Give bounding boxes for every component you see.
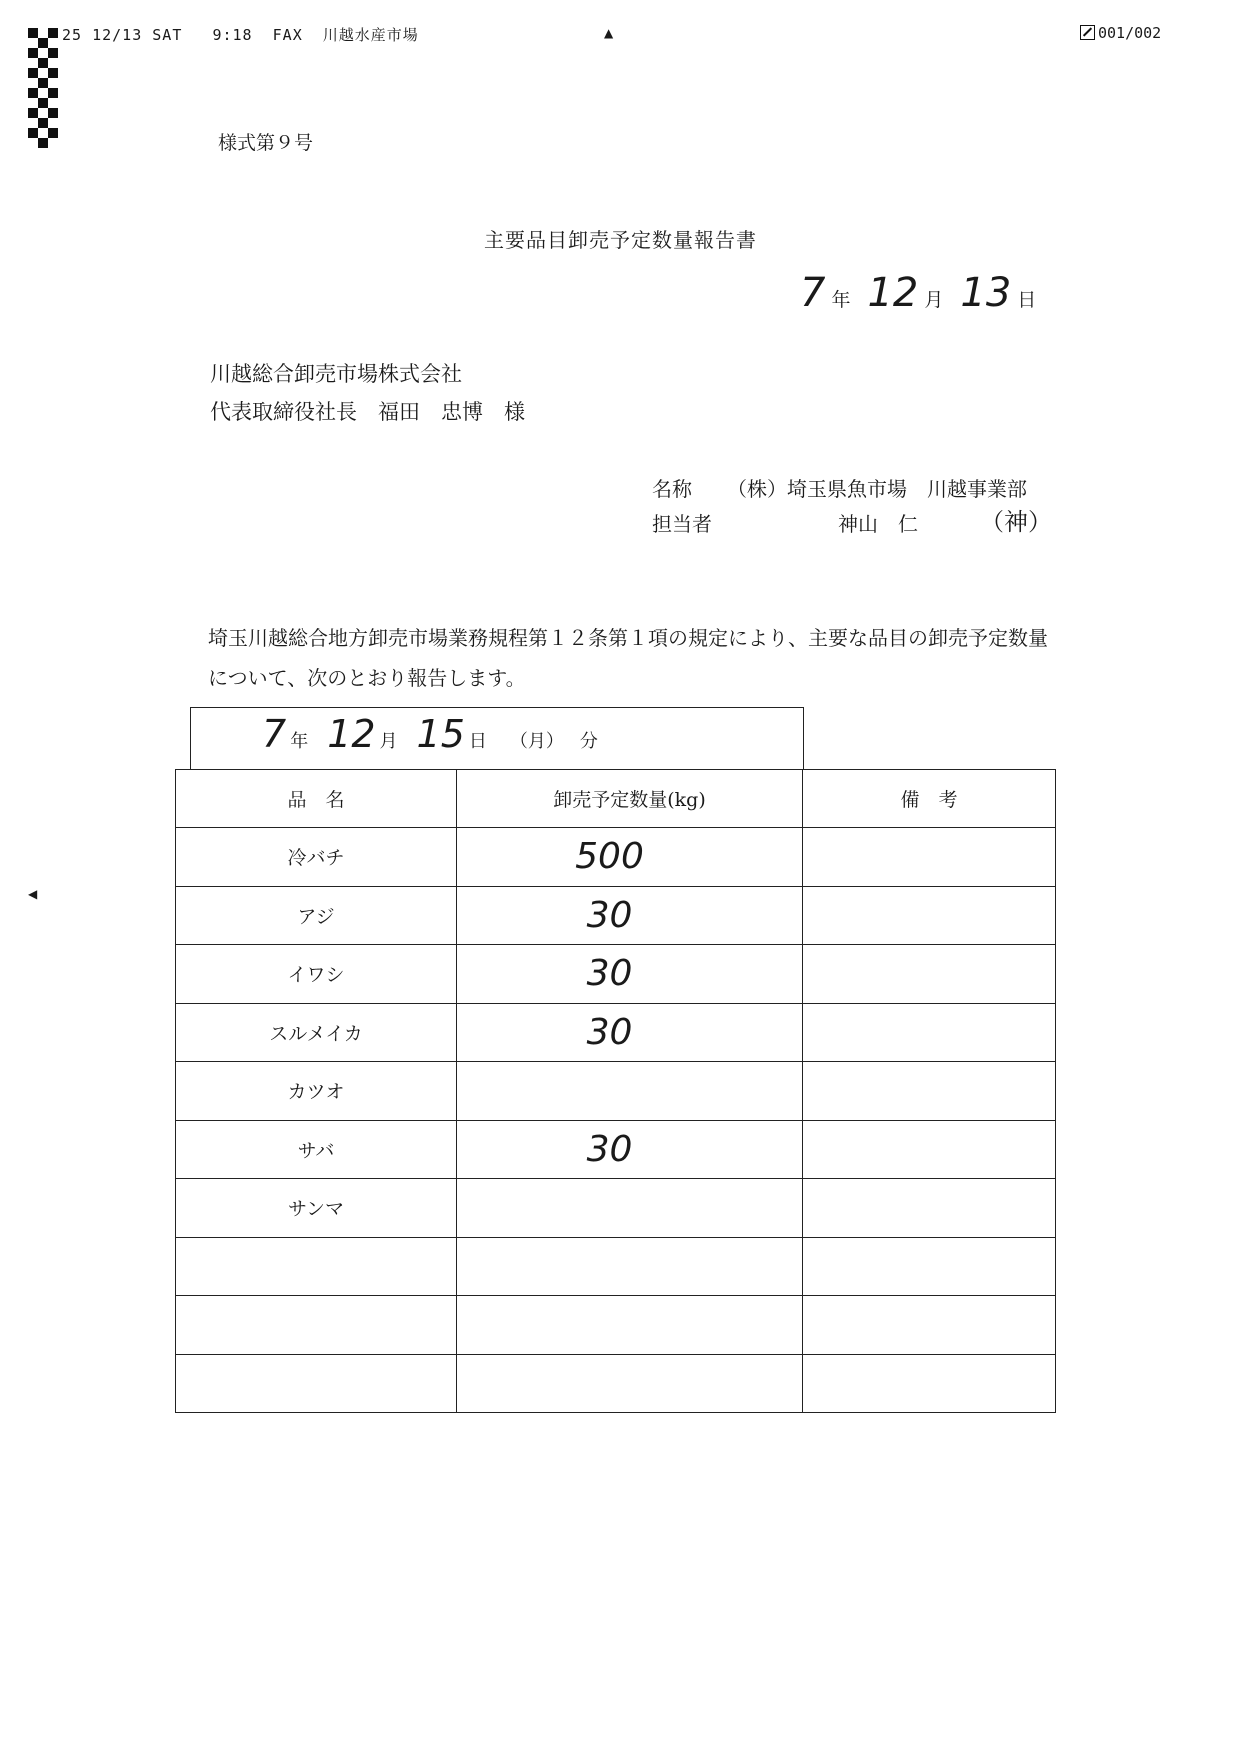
quantity-cell [457, 1003, 803, 1062]
header-quantity: 卸売予定数量(kg) [457, 770, 803, 828]
form-number: 様式第９号 [218, 132, 314, 154]
quantity-cell [457, 945, 803, 1004]
header-item: 品 名 [176, 770, 457, 828]
item-name-cell: カツオ [176, 1062, 457, 1121]
quantity-cell [457, 828, 803, 887]
note-cell [803, 945, 1056, 1004]
quantity-table [175, 769, 1056, 1413]
item-name-cell: スルメイカ [176, 1003, 457, 1062]
fax-header-line: 25 12/13 SAT 9:18 FAX 川越水産市場 [62, 26, 419, 44]
quantity-value: 30 [586, 894, 633, 936]
note-cell [803, 1120, 1056, 1179]
table-row [176, 1062, 1056, 1121]
table-row [176, 1296, 1056, 1355]
body-text: 埼玉川越総合地方卸売市場業務規程第１２条第１項の規定により、主要な品目の卸売予定数量について、次のとおり報告します。 [208, 626, 1048, 690]
usage-date-year: 7 [262, 712, 287, 756]
seal-stamp: （神） [980, 508, 1052, 536]
usage-date-suffix: 分 [579, 731, 598, 752]
table-row [176, 1179, 1056, 1238]
note-cell [803, 1237, 1056, 1296]
quantity-value: 30 [586, 1128, 633, 1170]
item-name-cell: イワシ [176, 945, 457, 1004]
fax-checkbox-icon [1080, 25, 1095, 40]
header-note: 備 考 [803, 770, 1056, 828]
quantity-cell [457, 1062, 803, 1121]
quantity-cell [457, 1237, 803, 1296]
quantity-value: 30 [586, 953, 633, 995]
item-name-cell [176, 1296, 457, 1355]
note-cell [803, 1354, 1056, 1413]
sender-name: （株）埼玉県魚市場 川越事業部 [727, 477, 1027, 501]
usage-date-month: 12 [327, 712, 376, 756]
report-date [800, 270, 1046, 316]
sender-name-label: 名称 [652, 477, 692, 501]
note-cell [803, 1062, 1056, 1121]
table-header-row [176, 770, 1056, 828]
note-cell [803, 886, 1056, 945]
report-date-day-unit: 日 [1017, 289, 1037, 311]
table-row [176, 886, 1056, 945]
item-name-cell [176, 1237, 457, 1296]
quantity-cell [457, 1120, 803, 1179]
report-date-month-unit: 月 [924, 289, 944, 311]
usage-date-day: 15 [416, 712, 465, 756]
quantity-cell [457, 886, 803, 945]
table-row [176, 1120, 1056, 1179]
note-cell [803, 1296, 1056, 1355]
quantity-cell [457, 1179, 803, 1238]
table-row [176, 1237, 1056, 1296]
report-date-year-unit: 年 [831, 289, 851, 311]
item-name-cell: アジ [176, 886, 457, 945]
item-name-cell: サバ [176, 1120, 457, 1179]
contact-label: 担当者 [652, 512, 712, 536]
quantity-cell [457, 1296, 803, 1355]
report-date-day: 13 [960, 270, 1012, 316]
table-row [176, 945, 1056, 1004]
quantity-cell [457, 1354, 803, 1413]
recipient-company: 川越総合卸売市場株式会社 [210, 362, 462, 386]
quantity-value: 500 [575, 836, 644, 878]
quantity-value: 30 [586, 1011, 633, 1053]
report-date-year: 7 [800, 270, 826, 316]
note-cell [803, 1003, 1056, 1062]
fax-page-indicator [1080, 24, 1161, 42]
table-row [176, 828, 1056, 887]
contact-name: 神山 仁 [838, 512, 918, 536]
usage-date [262, 712, 610, 756]
item-name-cell [176, 1354, 457, 1413]
triangle-left-icon: ◀ [28, 887, 38, 901]
recipient-person: 代表取締役社長 福田 忠博 様 [210, 400, 525, 424]
usage-date-month-unit: 月 [379, 731, 398, 752]
fax-page-number: 001/002 [1098, 24, 1162, 42]
item-name-cell: サンマ [176, 1179, 457, 1238]
item-name-cell: 冷バチ [176, 828, 457, 887]
table-row [176, 1003, 1056, 1062]
usage-date-day-unit: 日 [468, 731, 487, 752]
triangle-up-icon: ▲ [604, 26, 614, 40]
usage-date-weekday: （月） [509, 731, 564, 752]
note-cell [803, 1179, 1056, 1238]
note-cell [803, 828, 1056, 887]
fax-checker-mark [28, 28, 58, 148]
document-title: 主要品目卸売予定数量報告書 [484, 228, 757, 252]
table-row [176, 1354, 1056, 1413]
usage-date-year-unit: 年 [290, 731, 309, 752]
report-date-month: 12 [867, 270, 919, 316]
